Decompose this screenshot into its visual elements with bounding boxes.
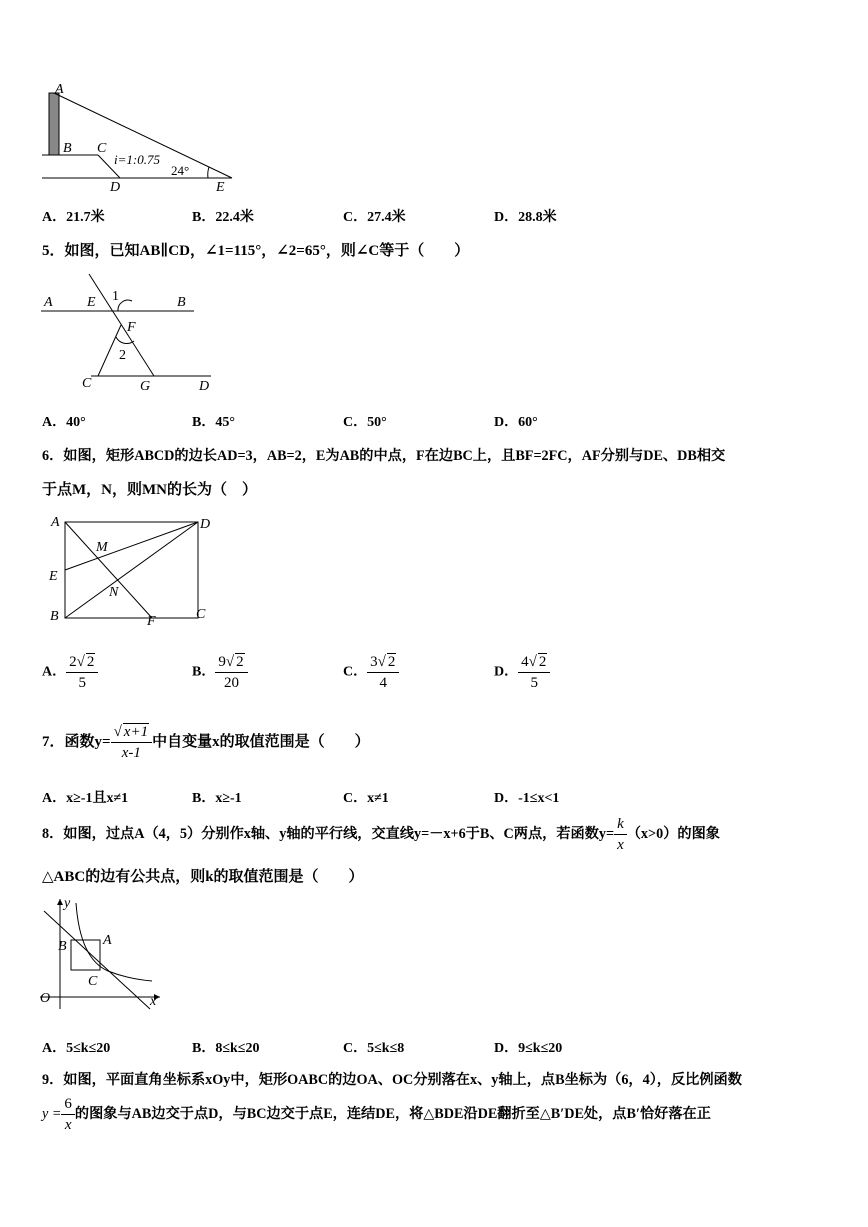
label-C: C [88, 974, 98, 989]
label-A: A [44, 295, 53, 310]
q7-option-c[interactable]: C．x≠1 [343, 791, 389, 806]
segment-ED [65, 522, 198, 570]
label-O: O [40, 991, 51, 1006]
label-A: A [55, 82, 64, 97]
q9-stem-line1: 9．如图，平面直角坐标系xOy中，矩形OABC的边OA、OC分别落在x、y轴上，点B坐标为（6，4），反比例函数 [42, 1072, 742, 1088]
angle-arc [208, 167, 209, 178]
label-A: A [103, 933, 112, 948]
label-B: B [177, 295, 186, 310]
label-C: C [82, 376, 92, 391]
q5-option-b[interactable]: B．45° [192, 415, 235, 430]
q7-option-b[interactable]: B．x≥-1 [192, 791, 242, 806]
label-B: B [63, 141, 72, 156]
q6-option-a[interactable]: A． $\frac{2√ 2}{5}$ [42, 652, 98, 693]
q4-option-a[interactable]: A．21.7米 [42, 210, 105, 225]
q5-figure [36, 270, 226, 398]
q5-stem: 5．如图，已知AB∥CD，∠1=115°，∠2=65°，则∠C等于（ ） [42, 243, 470, 259]
q8-stem-line2: △ABC的边有公共点，则k的取值范围是（ ） [42, 869, 364, 885]
label-G: G [140, 379, 151, 394]
label-B: B [50, 609, 59, 624]
label-E: E [49, 569, 58, 584]
q6-option-c[interactable]: C． $\frac{3√ 2}{4}$ [343, 652, 399, 693]
q4-option-b[interactable]: B．22.4米 [192, 210, 254, 225]
q5-option-c[interactable]: C．50° [343, 415, 387, 430]
q5-option-a[interactable]: A．40° [42, 415, 86, 430]
label-C: C [97, 141, 107, 156]
label-D: D [199, 379, 210, 394]
q6-figure [36, 510, 226, 630]
q6-stem-line2: 于点M，N，则MN的长为（ ） [42, 482, 257, 498]
q8-option-b[interactable]: B．8≤k≤20 [192, 1041, 260, 1056]
q8-option-c[interactable]: C．5≤k≤8 [343, 1041, 405, 1056]
q8-option-a[interactable]: A．5≤k≤20 [42, 1041, 111, 1056]
label-F: F [147, 614, 156, 629]
angle-1-arc [118, 300, 132, 311]
label-2: 2 [119, 348, 126, 363]
q8-figure [36, 895, 166, 1013]
q6-option-d[interactable]: D． $\frac{4√ 2}{5}$ [494, 652, 550, 693]
q4-figure [36, 78, 246, 196]
q5-option-d[interactable]: D．60° [494, 415, 538, 430]
triangle-box [71, 940, 100, 970]
segment-BD [65, 522, 198, 618]
label-C: C [196, 607, 206, 622]
tower-rect [49, 93, 59, 155]
label-B: B [58, 939, 67, 954]
label-F: F [127, 320, 136, 335]
line-FC [98, 325, 121, 376]
label-D: D [200, 517, 211, 532]
label-1: 1 [112, 289, 119, 304]
label-D: D [110, 180, 121, 195]
y-axis-arrow [57, 899, 63, 905]
angle-label: 24° [171, 163, 190, 178]
q8-stem-line1: 8．如图，过点A（4，5）分别作x轴、y轴的平行线，交直线y=－x+6于B、C两点，若函数y= $\frac{k}{x}$ （x>0）的图象 [42, 816, 720, 853]
label-E: E [87, 295, 96, 310]
label-y: y [64, 896, 71, 911]
hyperbola-curve [76, 903, 152, 981]
q6-stem-line1: 6．如图，矩形ABCD的边长AD=3，AB=2，E为AB的中点，F在边BC上，且BF=2FC，AF分别与DE、DB相交 [42, 448, 726, 464]
q7-option-d[interactable]: D．-1≤x<1 [494, 791, 560, 806]
label-A: A [51, 515, 60, 530]
q7-option-a[interactable]: A．x≥-1且x≠1 [42, 791, 129, 806]
q8-option-d[interactable]: D．9≤k≤20 [494, 1041, 563, 1056]
q9-stem-line2: y = $\frac{6}{x}$ 的图象与AB边交于点D，与BC边交于点E，连结DE，将△BDE沿DE翻折至△B′DE处，点B′恰好落在正 [42, 1096, 711, 1133]
label-N: N [109, 585, 119, 600]
segment-AF [65, 522, 152, 618]
label-E: E [216, 180, 225, 195]
q4-option-c[interactable]: C．27.4米 [343, 210, 406, 225]
q7-stem: 7．函数y= $\frac{√ x+1}{x-1}$ 中自变量x的取值范围是（ ） [42, 724, 370, 761]
q4-option-d[interactable]: D．28.8米 [494, 210, 557, 225]
label-x: x [150, 994, 157, 1009]
slope-label: i=1:0.75 [114, 152, 160, 167]
label-M: M [96, 540, 108, 555]
q6-option-b[interactable]: B． $\frac{9√ 2}{20}$ [192, 652, 248, 693]
